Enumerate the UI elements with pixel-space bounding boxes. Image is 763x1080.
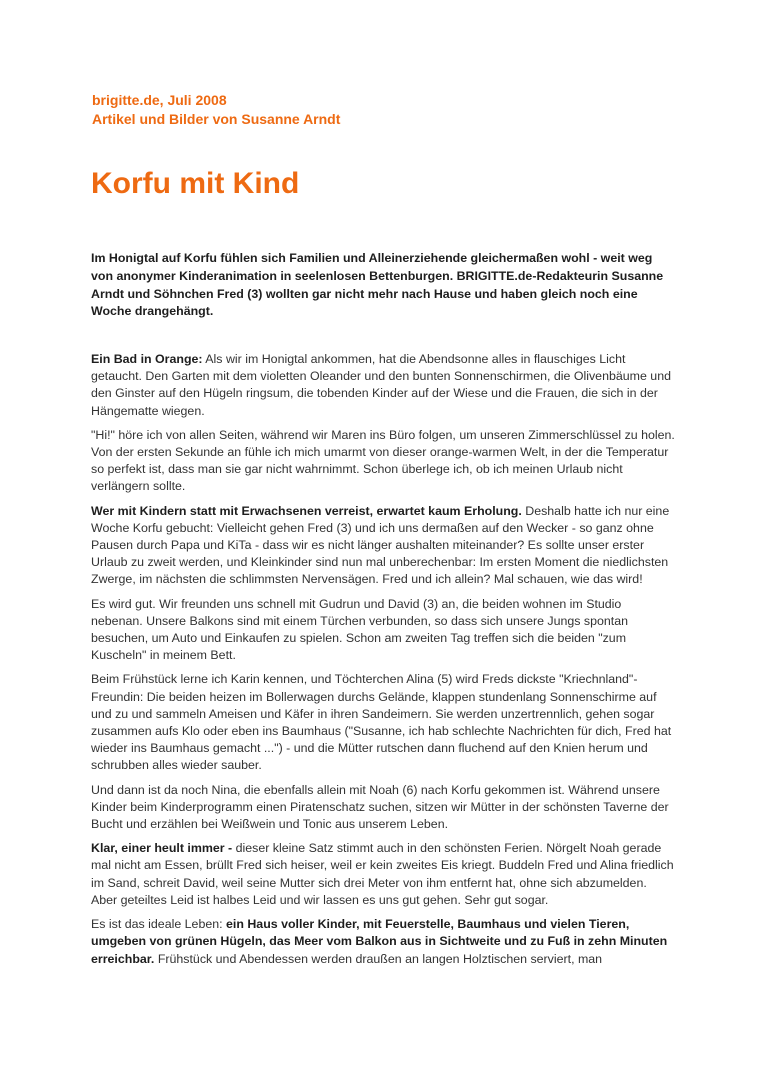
paragraph-text: "Hi!" höre ich von allen Seiten, während wir Maren ins Büro folgen, um unseren Zimmerschlüssel zu holen. Von der ersten Sekunde an fühle ich mich umarmt von dieser orange-warmen Welt, in der die Temperatur so perfekt ist, dass man sie gar nicht wahrnimmt. Schon überlege ich, ob ich meinen Urlaub nicht verlängern sollte. [91,427,675,494]
paragraph-bold: ein Haus voller Kinder, mit Feuerstelle, Baumhaus und vielen Tieren, umgeben von grünen Hügeln, das Meer vom Balkon aus in Sichtweite und zu Fuß in zehn Minuten erreichbar. [91,917,668,966]
article-title: Korfu mit Kind [91,167,300,200]
paragraph-text: Und dann ist da noch Nina, die ebenfalls allein mit Noah (6) nach Korfu gekommen ist. Während unsere Kinder beim Kinderprogramm einen Piratenschatz suchen, sitzen wir Mütter in der schönsten Taverne der Bucht und erzählen bei Weißwein und Tonic aus unserem Leben. [91,782,669,832]
paragraph [91,782,675,834]
paragraph-text: Frühstück und Abendessen werden draußen an langen Holztischen serviert, man [154,951,603,966]
article-meta [92,91,340,129]
paragraph [91,840,675,909]
paragraph-text: Es ist das ideale Leben: [91,917,227,932]
paragraph [91,596,675,665]
byline: Artikel und Bilder von Susanne Arndt [92,111,341,127]
paragraph-text: Als wir im Honigtal ankommen, hat die Abendsonne alles in flauschiges Licht getaucht. Den Garten mit dem violetten Oleander und den bunten Sonnenschirmen, die Olivenbäume und den Ginster auf den Hügeln ringsum, die tobenden Kinder auf der Wiese und die Frauen, die sich in der Hängematte wiegen. [91,352,671,418]
paragraph [91,351,675,420]
paragraph [91,916,675,968]
paragraph-bold: Klar, einer heult immer - [91,841,233,856]
article-body [91,351,675,975]
paragraph-text: Beim Frühstück lerne ich Karin kennen, und Töchterchen Alina (5) wird Freds dickste "Kriechnland"-Freundin: Die beiden heizen im Bollerwagen durchs Gelände, klappen stundenlang Sonnenschirme auf und zu und sammeln Ameisen und Käfer in ihren Sandeimern. Sie werden unzertrennlich, gehen sogar zusammen aufs Klo oder eben ins Baumhaus ("Susanne, ich hab schlechte Nachrichten für dich, Fred hat wieder ins Baumhaus gemacht ...") - und die Mütter rutschen dann fluchend auf den Knien herum und schrubben alles wieder sauber. [91,672,672,773]
source-line: brigitte.de, Juli 2008 [92,92,227,108]
paragraph-text: Deshalb hatte ich nur eine Woche Korfu gebucht: Vielleicht gehen Fred (3) und ich uns dermaßen auf den Wecker - so ganz ohne Pausen durch Papa und KiTa - dass wir es nicht länger aushalten miteinander? Es sollte unser erster Urlaub zu zweit werden, und Kleinkinder sind nun mal unberechenbar: Im ersten Moment die niedlichsten Zwerge, im nächsten die schlimmsten Nervensägen. Fred und ich allein? Mal schauen, wie das wird! [91,503,670,587]
paragraph [91,427,675,496]
paragraph [91,503,675,589]
paragraph-bold: Wer mit Kindern statt mit Erwachsenen verreist, erwartet kaum Erholung. [91,503,522,518]
paragraph-bold: Ein Bad in Orange: [91,352,203,366]
paragraph [91,671,675,774]
article-lead: Im Honigtal auf Korfu fühlen sich Familien und Alleinerziehende gleichermaßen wohl - weit weg von anonymer Kinderanimation in seelenlosen Bettenburgen. BRIGITTE.de-Redakteurin Susanne Arndt und Söhnchen Fred (3) wollten gar nicht mehr nach Hause und haben gleich noch eine Woche drangehängt. [91,251,664,319]
paragraph-text: Es wird gut. Wir freunden uns schnell mit Gudrun und David (3) an, die beiden wohnen im Studio nebenan. Unsere Balkons sind mit einem Türchen verbunden, so dass sich unsere Jungs spontan besuchen, um Auto und Einkaufen zu spielen. Schon am zweiten Tag treffen sich die beiden "zum Kuscheln" in meinem Bett. [91,596,629,663]
paragraph-text: dieser kleine Satz stimmt auch in den schönsten Ferien. Nörgelt Noah gerade mal nicht am Essen, brüllt Fred sich heiser, weil er kein zweites Eis kriegt. Buddeln Fred und Alina friedlich im Sand, schreit David, weil seine Mutter sich drei Meter von ihm entfernt hat, ohne sich abzumelden. Aber geteiltes Leid ist halbes Leid und wir lassen es uns gut gehen. Sehr gut sogar. [91,841,674,907]
